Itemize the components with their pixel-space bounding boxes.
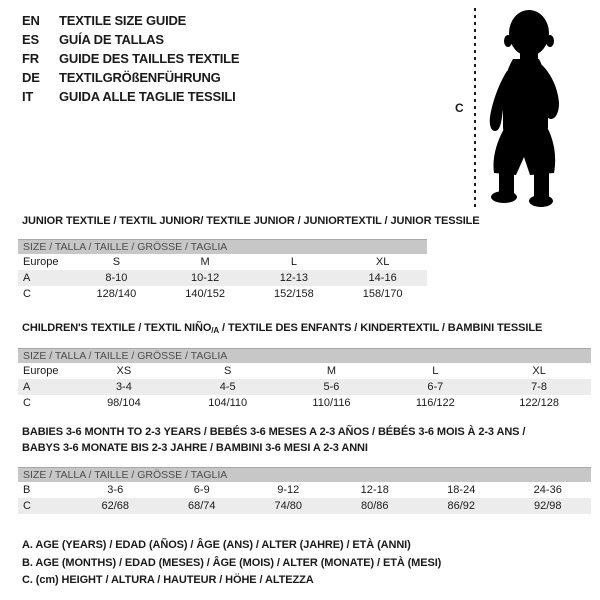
- table-row: [18, 286, 427, 302]
- lang-label: TEXTILE SIZE GUIDE: [59, 13, 187, 28]
- cell: 9-12: [277, 484, 300, 496]
- cell: 92/98: [533, 500, 562, 512]
- row-label: C: [23, 397, 31, 409]
- junior-table: [18, 239, 427, 302]
- cell: 110/116: [312, 397, 351, 409]
- cell: 3-6: [107, 484, 124, 496]
- section-title-junior: JUNIOR TEXTILE / TEXTIL JUNIOR/ TEXTILE JUNIOR / JUNIORTEXTIL / JUNIOR TESSILE: [22, 215, 480, 227]
- babies-table: [18, 467, 591, 514]
- lang-code: ES: [22, 32, 39, 47]
- cell: 14-16: [368, 272, 397, 284]
- legend-line-c: C. (cm) HEIGHT / ALTURA / HAUTEUR / HÖHE / ALTEZZA: [22, 574, 314, 586]
- lang-row-en: [22, 11, 239, 30]
- cell: M: [326, 365, 337, 377]
- lang-label: GUÍA DE TALLAS: [59, 32, 164, 47]
- height-c-label: C: [455, 101, 464, 115]
- lang-label: GUIDE DES TAILLES TEXTILE: [59, 51, 240, 66]
- cell: 24-36: [533, 484, 562, 496]
- lang-code: EN: [22, 13, 40, 28]
- title-line-2: BABYS 3-6 MONATE BIS 2-3 JAHRE / BAMBINI 3-6 MESI A 2-3 ANNI: [22, 442, 368, 454]
- cell: 6-7: [427, 381, 444, 393]
- table-row: [18, 254, 427, 270]
- cell: 104/110: [208, 397, 248, 409]
- cell: S: [112, 256, 121, 268]
- cell: M: [200, 256, 210, 268]
- cell: S: [224, 365, 232, 377]
- cell: 12-13: [279, 272, 308, 284]
- legend-line-a: A. AGE (YEARS) / EDAD (AÑOS) / ÂGE (ANS) / ALTER (JAHRE) / ETÀ (ANNI): [22, 539, 411, 551]
- cell: XS: [116, 365, 132, 377]
- cell: 122/128: [519, 397, 559, 409]
- lang-label: GUIDA ALLE TAGLIE TESSILI: [59, 89, 236, 104]
- lang-code: DE: [22, 70, 40, 85]
- title-subscript: /A: [211, 326, 220, 335]
- lang-code: IT: [22, 89, 34, 104]
- cell: 62/68: [101, 500, 130, 512]
- section-title-babies: [22, 424, 525, 456]
- cell: 3-4: [115, 381, 132, 393]
- table-row: [18, 270, 427, 286]
- cell: 10-12: [191, 272, 220, 284]
- row-label: C: [23, 500, 31, 512]
- cell: XL: [375, 256, 390, 268]
- cell: 98/104: [107, 397, 141, 409]
- table-row: [18, 498, 591, 514]
- title-part: CHILDREN'S TEXTILE / TEXTIL NIÑO: [22, 322, 212, 334]
- lang-label: TEXTILGRÖßENFÜHRUNG: [59, 70, 221, 85]
- row-label: A: [23, 272, 31, 284]
- cell: 74/80: [274, 500, 303, 512]
- cell: 12-18: [360, 484, 389, 496]
- language-header: [22, 11, 239, 106]
- cell: 86/92: [447, 500, 476, 512]
- cell: 6-9: [193, 484, 210, 496]
- cell: 7-8: [531, 381, 548, 393]
- row-label: A: [23, 381, 31, 393]
- row-label: Europe: [23, 365, 59, 377]
- row-label: B: [23, 484, 31, 496]
- children-table: [18, 348, 591, 411]
- cell: 68/74: [187, 500, 216, 512]
- title-line-1: BABIES 3-6 MONTH TO 2-3 YEARS / BEBÉS 3-6 MESES A 2-3 AÑOS / BÉBÉS 3-6 MOIS À 2-3 ANS /: [22, 426, 526, 438]
- cell: 152/158: [273, 288, 314, 300]
- size-header-bar: SIZE / TALLA / TAILLE / GRÖSSE / TAGLIA: [18, 239, 427, 254]
- cell: 18-24: [447, 484, 476, 496]
- cell: XL: [532, 365, 546, 377]
- table-row: [18, 482, 591, 498]
- cell: 158/170: [362, 288, 403, 300]
- lang-row-it: [22, 87, 239, 106]
- legend: [22, 537, 441, 590]
- cell: 8-10: [105, 272, 128, 284]
- height-measure-line: [474, 8, 476, 208]
- cell: 140/152: [185, 288, 225, 300]
- cell: L: [290, 256, 297, 268]
- table-row: [18, 379, 591, 395]
- size-header-bar: SIZE / TALLA / TAILLE / GRÖSSE / TAGLIA: [18, 467, 591, 482]
- cell: 5-6: [323, 381, 340, 393]
- table-row: [18, 395, 591, 411]
- cell: L: [432, 365, 439, 377]
- row-label: C: [23, 288, 31, 300]
- row-label: Europe: [23, 256, 59, 268]
- size-header-bar: SIZE / TALLA / TAILLE / GRÖSSE / TAGLIA: [18, 348, 591, 363]
- cell: 116/122: [415, 397, 455, 409]
- cell: 128/140: [96, 288, 137, 300]
- lang-row-de: [22, 68, 239, 87]
- section-title-children: [22, 322, 542, 335]
- lang-row-es: [22, 30, 239, 49]
- cell: 4-5: [219, 381, 236, 393]
- lang-code: FR: [22, 51, 39, 66]
- legend-line-b: B. AGE (MONTHS) / EDAD (MESES) / ÂGE (MOIS) / ALTER (MONATE) / ETÀ (MESI): [22, 556, 442, 569]
- title-part: / TEXTILE DES ENFANTS / KINDERTEXTIL / BAMBINI TESSILE: [219, 322, 543, 334]
- baby-silhouette-icon: [482, 9, 568, 207]
- cell: 80/86: [360, 500, 389, 512]
- lang-row-fr: [22, 49, 239, 68]
- table-row: [18, 363, 591, 379]
